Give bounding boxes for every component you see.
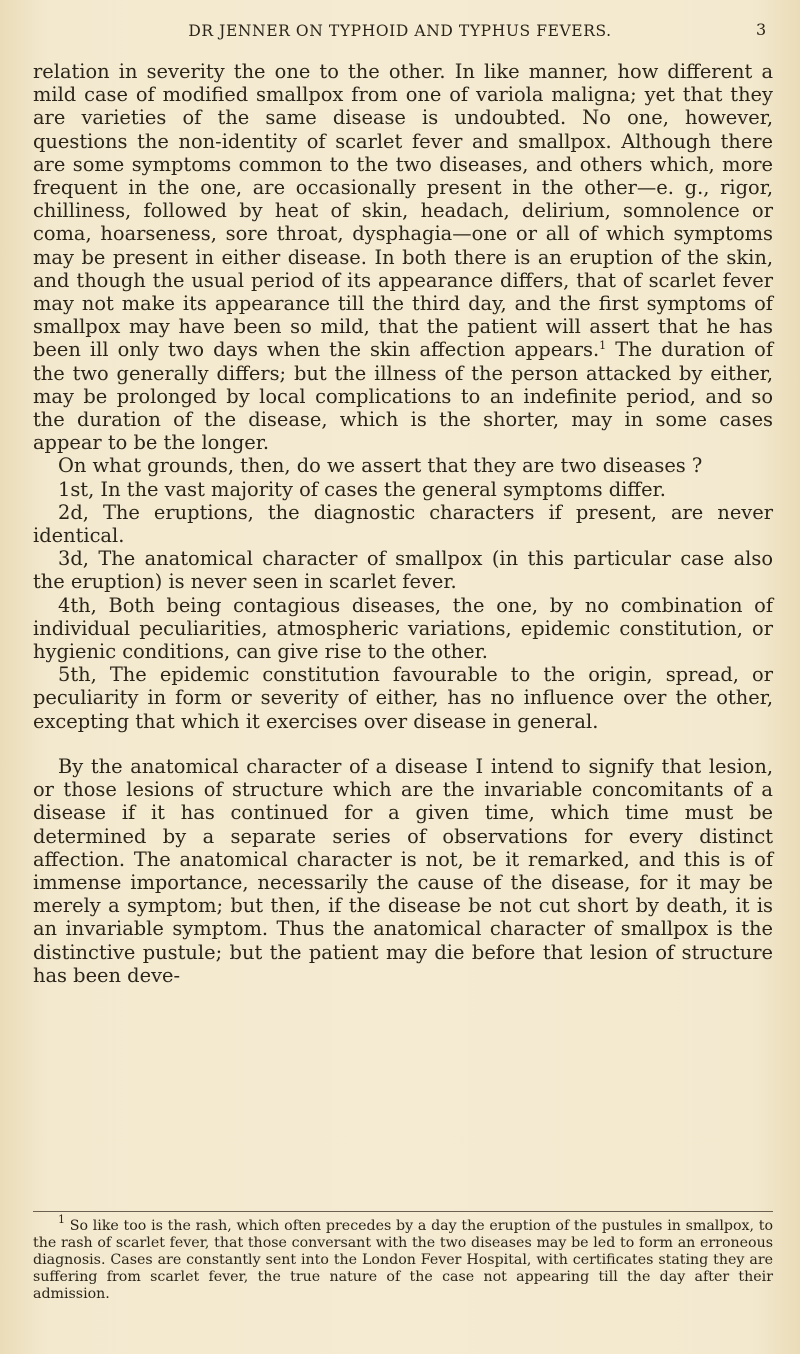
list-item-1: 1st, In the vast majority of cases the general symptoms differ.	[58, 477, 666, 501]
footnote-divider	[33, 1211, 773, 1212]
list-item-5: 5th, The epidemic constitution favourable to the origin, spread, or peculiarity in form or severity of either, has no influence over the other, excepting that which it exercises over disease in general.	[33, 663, 773, 733]
running-title: DR JENNER ON TYPHOID AND TYPHUS FEVERS.	[188, 22, 612, 40]
list-item-4: 4th, Both being contagious diseases, the one, by no combination of individual peculiarities, atmospheric variations, epidemic constitution, or hygienic conditions, can give rise to the other.	[33, 593, 773, 664]
footnote	[33, 1213, 774, 1303]
body-text	[33, 60, 773, 987]
footnote-ref: 1	[599, 339, 607, 353]
footnote-text: So like too is the rash, which often precedes by a day the eruption of the pustules in smallpox, to the rash of scarlet fever, that those conversant with the two diseases may be led to form an erroneous diagnosis. Cases are constantly sent into the London Fever Hospital, with certificates stating they are suffering from scarlet fever, the true nature of the case not appearing till the day after their admission.	[33, 1218, 774, 1302]
footnote-marker: 1	[58, 1213, 65, 1226]
paragraph-continued: relation in severity the one to the other. In like manner, how different a mild case of modified smallpox from one of variola maligna; yet that they are varieties of the same disease is undoubted. No one, however, questions the non-identity of scarlet fever and smallpox. Although there are some symptoms common to the two diseases, and others which, more frequent in the one, are occasionally present in the other—e. g., rigor, chilliness, followed by heat of skin, headach, delirium, somnolence or coma, hoarseness, sore throat, dysphagia—one or all of which symptoms may be present in either disease. In both there is an eruption of the skin, and though the usual period of its appearance differs, that of scarlet fever may not make its appearance till the third day, and the first symptoms of smallpox may have been so mild, that the patient will assert that he has been ill only two days when the skin affection appears.$^1$ The duration of the two generally differs; but the illness of the person attacked by either, may be prolonged by local complications to an indefinite period, and so the duration of the disease, which is the shorter, may in some cases appear to be the longer.	[33, 60, 773, 455]
paragraph-question: On what grounds, then, do we assert that they are two diseases ?	[58, 454, 703, 478]
list-item-3: 3d, The anatomical character of smallpox (in this particular case also the eruption) is never seen in scarlet fever.	[33, 547, 773, 594]
paragraph-anatomical-character: By the anatomical character of a disease I intend to signify that lesion, or those lesions of structure which are the invariable concomitants of a disease if it has continued for a given time, which time must be determined by a separate series of observations for every distinct affection. The anatomical character is not, be it remarked, and this is of immense importance, necessarily the cause of the disease, for it may be merely a symptom; but then, if the disease be not cut short by death, it is an invariable symptom. Thus the anatomical character of smallpox is the distinctive pustule; but the patient may die before that lesion of structure has been deve-	[33, 754, 773, 987]
list-item-2: 2d, The eruptions, the diagnostic characters if present, are never identical.	[33, 500, 773, 548]
page-number: 3	[756, 20, 767, 39]
